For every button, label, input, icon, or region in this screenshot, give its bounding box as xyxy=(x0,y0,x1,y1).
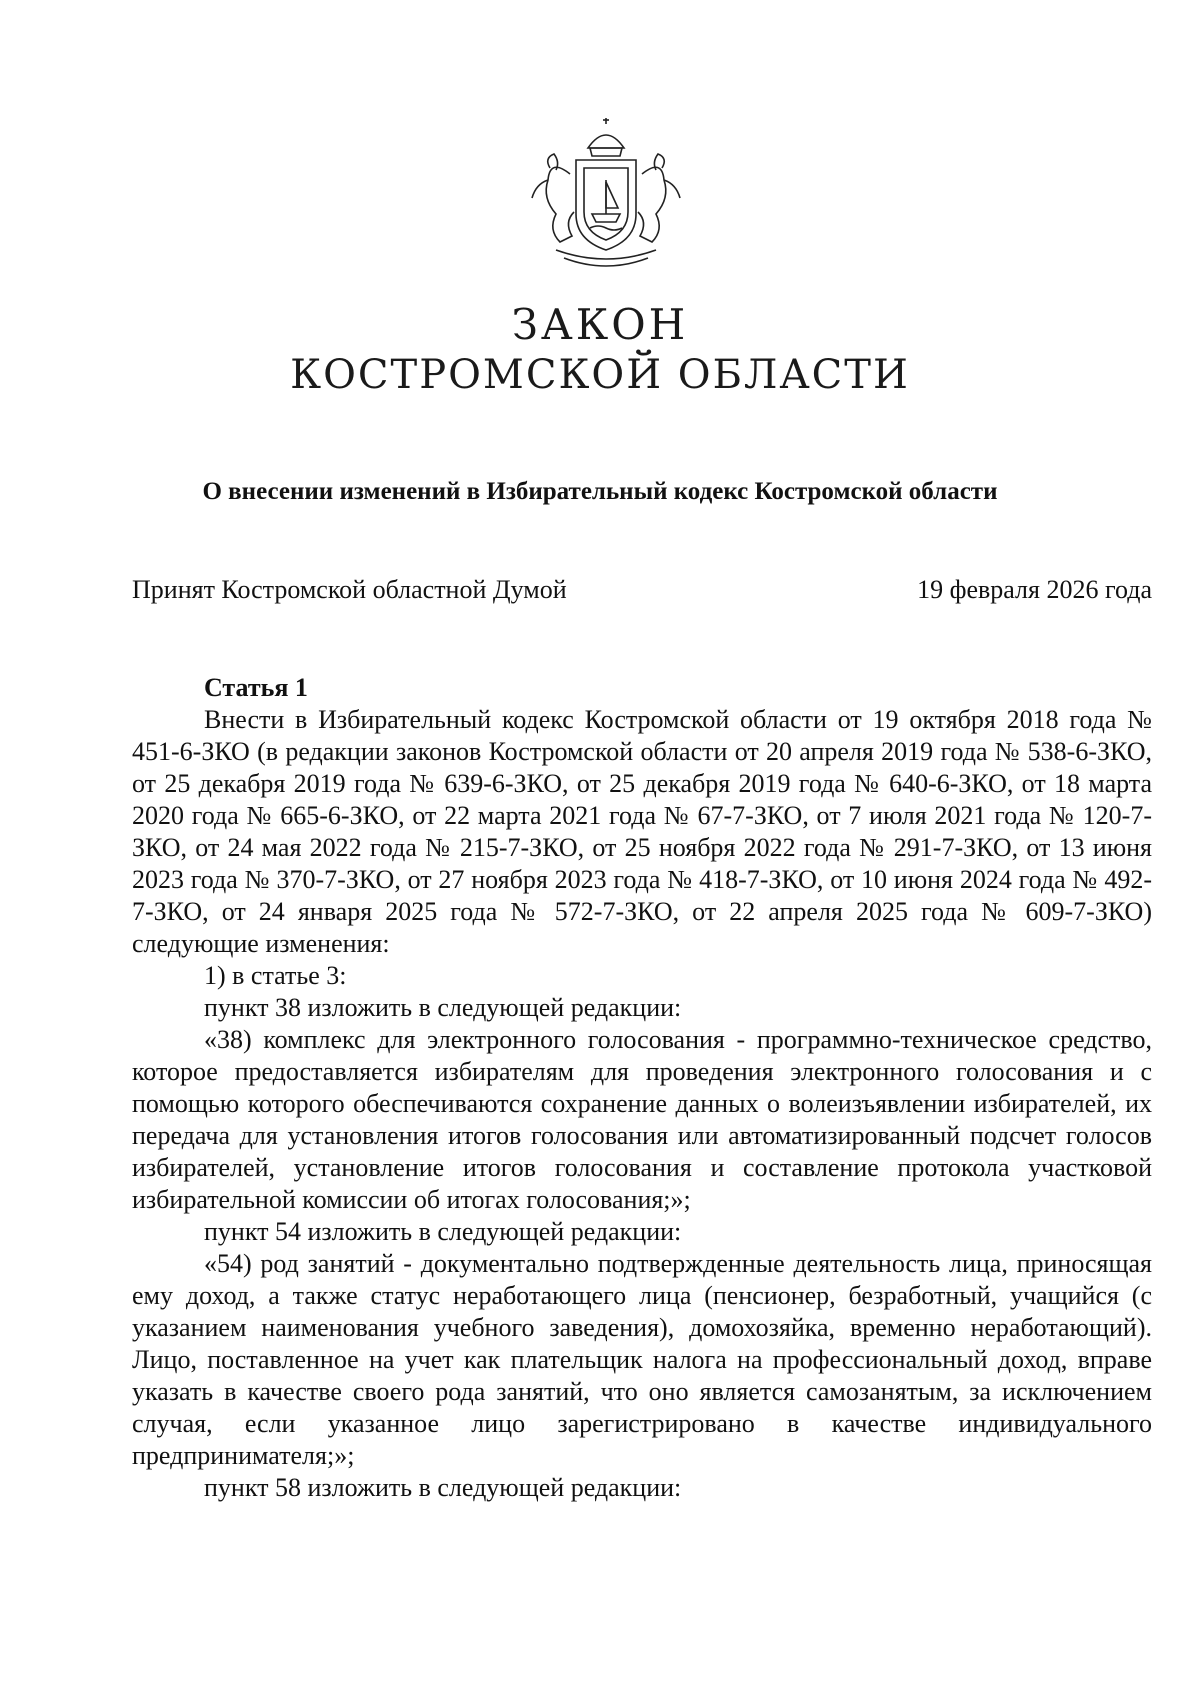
article-paragraph: Внести в Избирательный кодекс Костромской области от 19 октября 2018 года № 451-6-ЗКО (в редакции законов Костромской области от 20 апреля 2019 года № 538-6-ЗКО, от 25 декабря 2019 года № 639-6-ЗКО, от 25 декабря 2019 года № 640-6-ЗКО, от 18 марта 2020 года № 665-6-ЗКО, от 22 марта 2021 года № 67-7-ЗКО, от 7 июля 2021 года № 120-7-ЗКО, от 24 мая 2022 года № 215-7-ЗКО, от 25 ноября 2022 года № 291-7-ЗКО, от 13 июня 2023 года № 370-7-ЗКО, от 27 ноября 2023 года № 418-7-ЗКО, от 10 июня 2024 года № 492-7-ЗКО, от 24 января 2025 года № 572-7-ЗКО, от 22 апреля 2025 года № 609-7-ЗКО) следующие изменения: xyxy=(132,705,1152,958)
document-region-heading: КОСТРОМСКОЙ ОБЛАСТИ xyxy=(290,352,910,398)
law-title: О внесении изменений в Избирательный кодекс Костромской области xyxy=(202,478,998,505)
article-paragraph: пункт 58 изложить в следующей редакции: xyxy=(204,1473,682,1502)
article-body xyxy=(132,672,1152,1504)
article-paragraph: «54) род занятий - документально подтвержденные деятельность лица, приносящая ему доход, а также статус неработающего лица (пенсионер, безработный, учащийся (с указанием наименования учебного заведения), домохозяйка, временно неработающий). Лицо, поставленное на учет как плательщик налога на профессиональный доход, вправе указать в качестве своего рода занятий, что оно является самозанятым, за исключением случая, если указанное лицо зарегистрировано в качестве индивидуального предпринимателя;»; xyxy=(132,1249,1152,1470)
adopted-date: 19 февраля 2026 года xyxy=(917,575,1152,604)
article-paragraph: пункт 54 изложить в следующей редакции: xyxy=(204,1217,682,1246)
article-heading: Статья 1 xyxy=(204,673,308,702)
article-paragraph: 1) в статье 3: xyxy=(204,961,347,990)
article-paragraph: пункт 38 изложить в следующей редакции: xyxy=(204,993,682,1022)
adopted-by: Принят Костромской областной Думой xyxy=(132,575,567,604)
coat-of-arms-icon xyxy=(520,118,692,274)
article-paragraph: «38) комплекс для электронного голосования - программно-техническое средство, которое предоставляется избирателям для проведения электронного голосования и с помощью которого обеспечиваются сохранение данных о волеизъявлении избирателей, их передача для установления итогов голосования или автоматизированный подсчет голосов избирателей, установление итогов голосования и составление протокола участковой избирательной комиссии об итогах голосования;»; xyxy=(132,1025,1152,1214)
document-heading: ЗАКОН xyxy=(511,300,689,349)
